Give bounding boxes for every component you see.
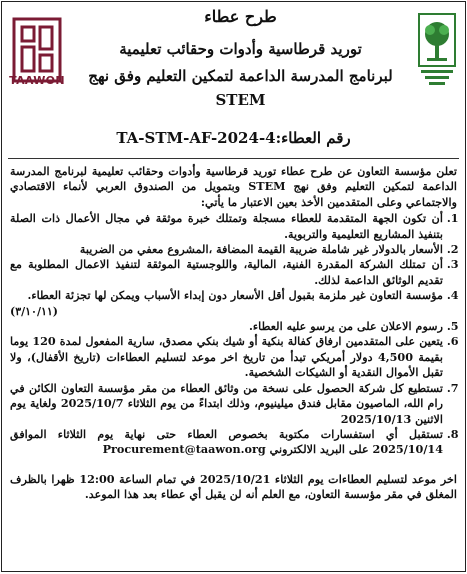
condition-item: 5. رسوم الاعلان على من يرسو عليه العطاء. [10,319,443,334]
condition-item: 1. أن تكون الجهة المتقدمة للعطاء مسجلة وتمتلك خبرة موثقة في مجال الأعمال ذات الصلة بتنفيذ المشاريع التعليمية والتربوية. [10,211,443,242]
closing-paragraph: اخر موعد لتسليم العطاءات يوم الثلاثاء 2025/10/21 في تمام الساعة 12:00 ظهرا بالظرف المغلق في مقر مؤسسة التعاون، مع العلم أنه لن يقبل أي عطاء بعد هذا الموعد. [10,471,458,502]
condition-text: مؤسسة التعاون غير ملزمة بقبول أقل الأسعار دون إبداء الأسباب ويمكن لها تجزئة العطاء. [27,288,443,303]
conditions-list [10,211,457,458]
notice-subtitle-2: لبرنامج المدرسة الداعمة لتمكين التعليم وفق نهج STEM [88,67,393,109]
issue-date-note: (٣/١٠/١١) [10,304,59,318]
condition-item [10,288,443,319]
condition-item: 2. الأسعار بالدولار غير شاملة ضريبة القيمة المضافة ،المشروع معفي من الضريبة [10,242,443,257]
divider [8,158,459,159]
intro-paragraph: تعلن مؤسسة التعاون عن طرح عطاء توريد قرطاسية وأدوات وحقائب تعليمية لبرنامج المدرسة الداعمة لتمكين التعليم وفق نهج STEM وبتمويل من الصندوق العربي لأنماء الاقتصادي والاجتماعي وعلى المتقدمين الأخذ بعين الاعتبار ما يأتي: [10,164,458,209]
condition-item: 7. تستطيع كل شركة الحصول على نسخة من وثائق العطاء من مقر مؤسسة التعاون الكائن في رام الله، الماصيون مقابل فندق ميلينيوم، وذلك ابتداءً من يوم الثلاثاء 2025/10/7 ولغاية يوم الاثنين 2025/10/13 [10,381,443,427]
arab-fund-logo-icon [417,12,457,90]
taawon-logo-text: TAAWON [9,74,65,87]
notice-subtitle-1: توريد قرطاسية وأدوات وحقائب تعليمية [119,40,362,58]
condition-item: 8. تستقبل أي استفسارات مكتوبة بخصوص العطاء حتى نهاية يوم الثلاثاء الموافق 2025/10/14 على البريد الالكتروني Procurement@taawon.org [10,427,443,458]
notice-title: طرح عطاء [204,7,277,26]
tender-notice [1,1,466,572]
condition-item: 6. يتعين على المتقدمين ارفاق كفالة بنكية أو شيك بنكي مصدق، سارية المفعول لمدة 120 يوما بقيمة 4,500 دولار أمريكي تبدأ من تاريخ اخر موعد لتسليم العطاءات (تاريخ الأقفال)، ولا تقبل الأموال النقدية أو الشيكات الشخصية. [10,334,443,380]
condition-item: 3. أن تمتلك الشركة المقدرة الفنية، المالية، واللوجستية الموثقة لتنفيذ الاعمال المطلوبة مع تقديم الوثائق الداعمة لذلك. [10,257,443,288]
tender-reference: رقم العطاء:4-TA-STM-AF-2024 [116,129,351,147]
notice-body [10,164,457,514]
notice-header [68,6,413,112]
